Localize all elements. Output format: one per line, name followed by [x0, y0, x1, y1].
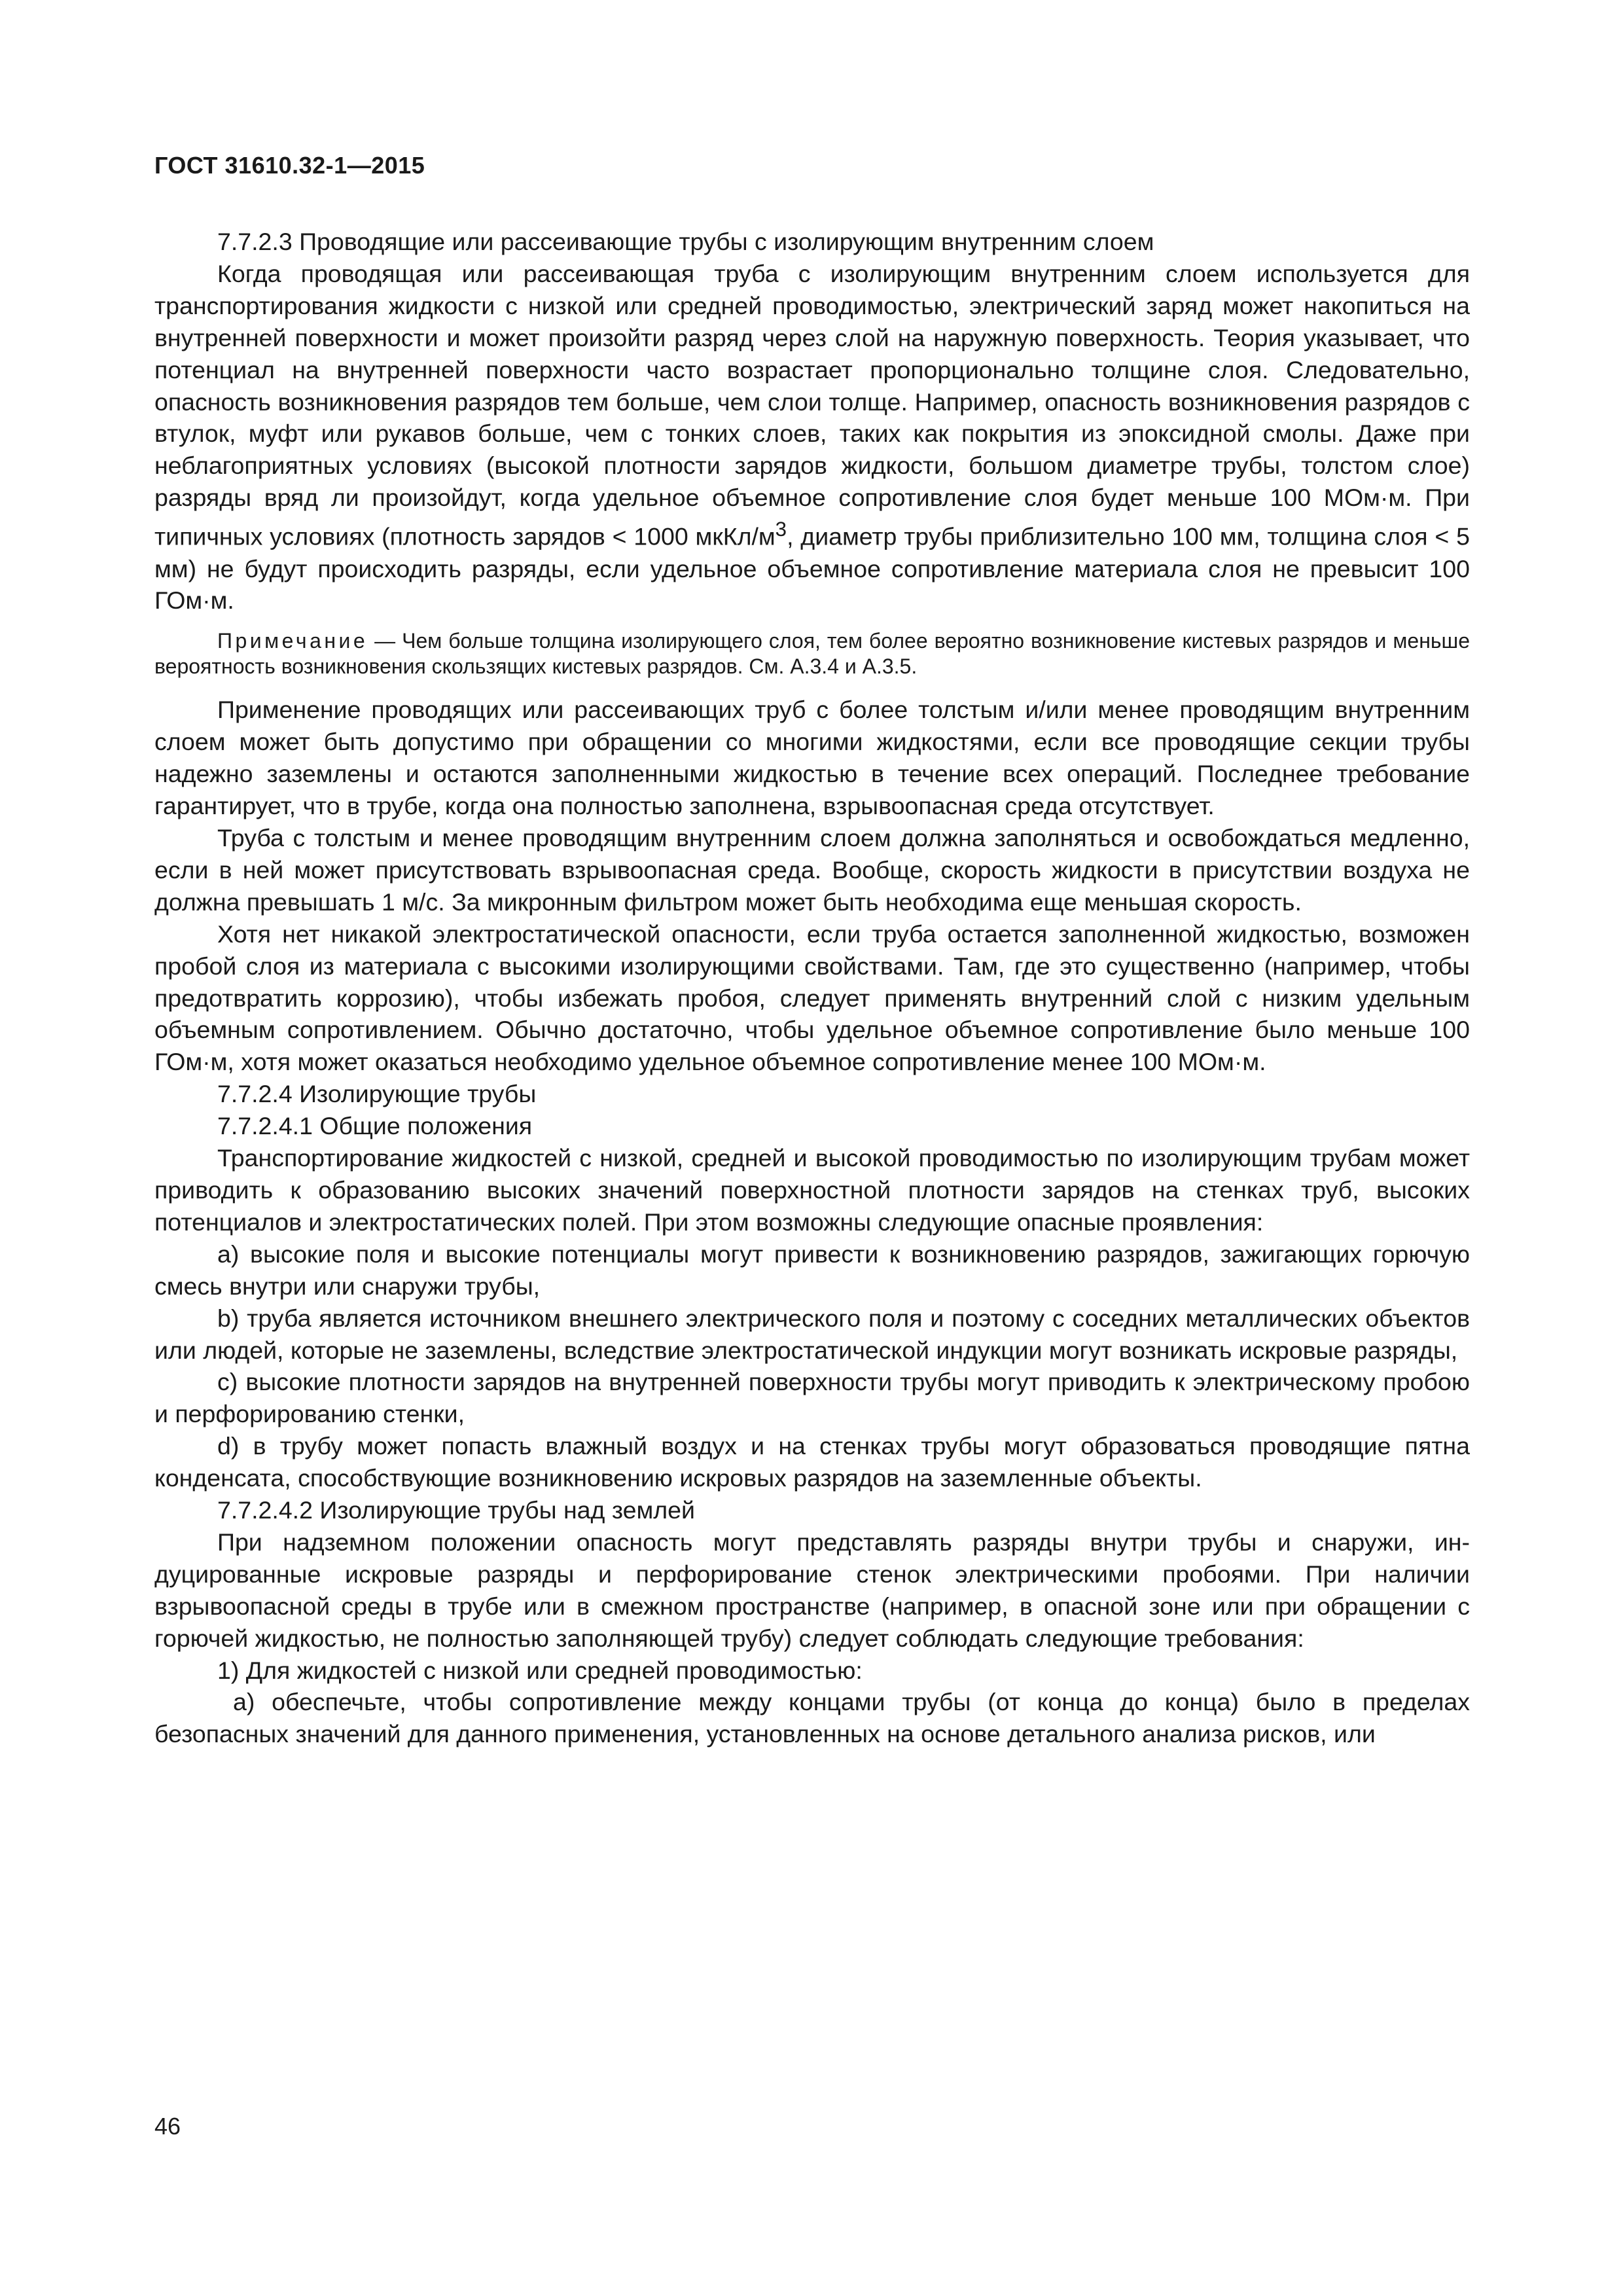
paragraph: Труба с толстым и менее проводящим внутренним слоем должна заполняться и освобождаться медленно, если в ней может присутствовать взрывоопасная среда. Вообще, скорость жидкости в присутствии воздуха не должна превышать 1 м/с. За микронным фильтром может быть необходима еще меньшая скорость.	[154, 824, 1470, 916]
paragraph: При надземном положении опасность могут представлять разряды внутри трубы и снаружи, индуцированные искровые разряды и перфорирование стенок электрическими пробоями. При наличии взрывоопасной среды в трубе или в смежном пространстве (например, в опасной зоне или при обращении с горючей жидкостью, не полностью заполняющей трубу) следует соблюдать следующие требования:	[154, 1528, 1470, 1652]
section-heading-7-7-2-4-1: 7.7.2.4.1 Общие положения	[217, 1112, 533, 1140]
list-item-a: a) высокие поля и высокие потенциалы могут привести к возникновению разрядов, зажигающих горючую смесь внутри или снаружи трубы,	[154, 1240, 1470, 1300]
superscript: 3	[775, 518, 787, 541]
section-heading-7-7-2-4: 7.7.2.4 Изолирующие трубы	[217, 1080, 537, 1108]
section-heading-7-7-2-4-2: 7.7.2.4.2 Изолирующие трубы над землей	[217, 1496, 695, 1524]
list-item-1: 1) Для жидкостей с низкой или средней проводимостью:	[217, 1656, 863, 1684]
paragraph: Хотя нет никакой электростатической опасности, если труба остается заполненной жидкостью, возможен пробой слоя из материала с высокими изолирующими свойствами. Там, где это существенно (например, чтобы предотвратить коррозию), чтобы избежать пробоя, следует применять внутренний слой с низким удельным объемным сопротивлением. Обычно достаточно, чтобы удельное объемное сопротивление было меньше 100 ГОм·м, хотя может оказаться необходимо удельное объемное сопротивление менее 100 МОм·м.	[154, 920, 1470, 1076]
list-item-c: c) высокие плотности зарядов на внутренней поверхности трубы могут приводить к электрическому пробою и перфорированию стенки,	[154, 1368, 1470, 1428]
document-header: ГОСТ 31610.32-1—2015	[154, 152, 425, 179]
section-heading-7-7-2-3: 7.7.2.3 Проводящие или рассеивающие трубы с изолирующим внутренним слоем	[217, 228, 1154, 255]
page-body	[154, 226, 1470, 1750]
list-item-b: b) труба является источником внешнего электрического поля и поэтому с соседних металлических объектов или людей, которые не заземлены, вследствие электростатической индукции могут возникать искровые разряды,	[154, 1304, 1470, 1364]
paragraph	[154, 258, 1470, 617]
paragraph-text: Когда проводящая или рассеивающая труба с изолирующим внутренним слоем используется для транспортирования жидкости с низкой или средней проводимостью, электрический заряд может накопиться на внутренней поверхности и может произойти разряд через слой на наружную поверхность. Теория указывает, что потенциал на внутренней поверхности часто возрастает пропорционально толщине слоя. Следовательно, опасность возникновения разрядов тем больше, чем слои толще. Например, опасность возникновения разрядов с втулок, муфт или рукавов больше, чем с тонких слоев, таких как покрытия из эпоксидной смолы. Даже при неблагоприятных условиях (высокой плотности зарядов жидкости, большом диаметре трубы, толстом слое) разряды вряд ли произойдут, когда удельное объемное сопротивление слоя будет меньше 100 МОм·м. При типичных условиях (плотность зарядов < 1000 мкКл/м	[154, 259, 1470, 550]
paragraph-text: , диаметр трубы приблизительно 100 мм, толщина слоя < 5 мм) не будут происходить разряды, если удельное объемное сопротивление материала слоя не превысит 100 ГОм·м.	[154, 522, 1471, 615]
note	[154, 628, 1470, 679]
paragraph: Применение проводящих или рассеивающих труб с более толстым и/или менее проводящим внутренним слоем может быть допустимо при обращении со многими жидкостями, если все проводящие секции трубы надежно заземлены и остаются заполненными жидкостью в течение всех операций. Последнее требование гарантирует, что в трубе, когда она полностью заполнена, взрывоопасная среда отсутствует.	[154, 696, 1470, 820]
note-text: — Чем больше толщина изолирующего слоя, тем более вероятно возникновение кистевых разрядов и меньше вероятность возникновения скользящих кистевых разрядов. См. А.3.4 и А.3.5.	[154, 629, 1470, 679]
note-label: Примечание	[217, 629, 368, 653]
page-number: 46	[154, 2113, 181, 2140]
list-item-d: d) в трубу может попасть влажный воздух и на стенках трубы могут образоваться проводящие пятна конденсата, способствующие возникновению искровых разрядов на заземленные объекты.	[154, 1432, 1470, 1492]
paragraph: Транспортирование жидкостей с низкой, средней и высокой проводимостью по изолирующим трубам может приводить к образованию высоких значений поверхностной плотности зарядов на стенках труб, высоких потенциалов и электростатических полей. При этом возможны следующие опасные проявления:	[154, 1144, 1470, 1236]
list-item-1a: а) обеспечьте, чтобы сопротивление между концами трубы (от конца до конца) было в пределах безопасных значений для данного применения, установленных на основе детального анализа рисков, или	[154, 1688, 1470, 1748]
